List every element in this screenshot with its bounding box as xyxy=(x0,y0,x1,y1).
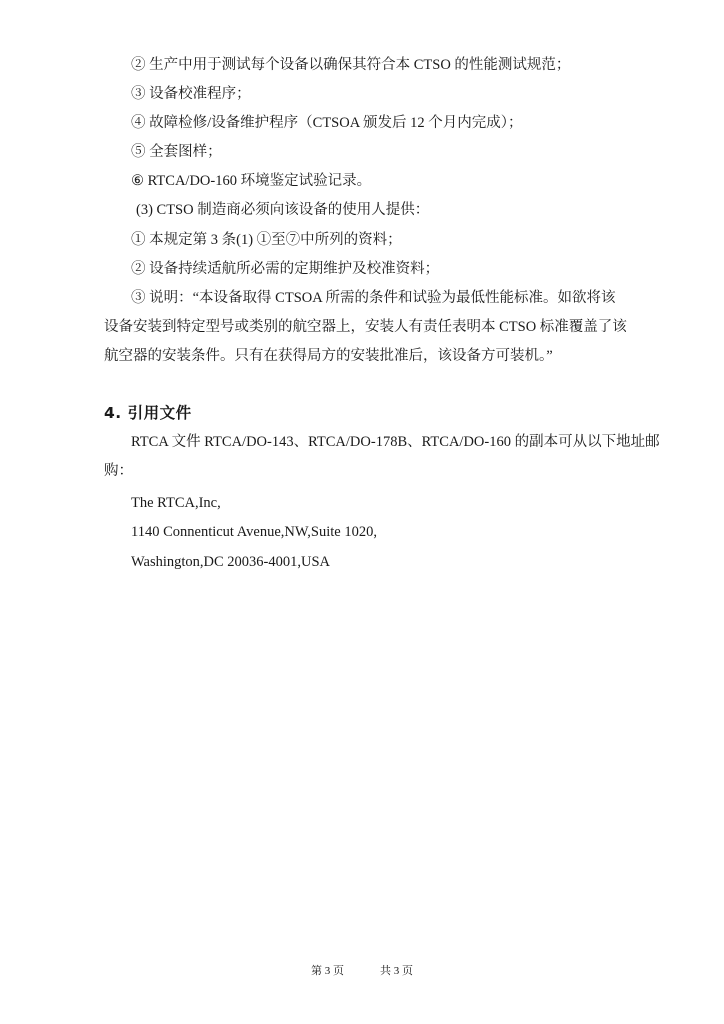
address-line: 1140 Connenticut Avenue,NW,Suite 1020, xyxy=(131,524,377,541)
list-item: ③ 设备校准程序； xyxy=(131,86,251,103)
subsection-label: (3) CTSO 制造商必须向该设备的使用人提供： xyxy=(136,202,430,219)
address-block xyxy=(104,489,644,577)
paragraph-line: ③ 说明：“本设备取得 CTSOA 所需的条件和试验为最低性能标准。如欲将该 xyxy=(131,289,616,306)
list-item: ① 本规定第 3 条(1) ①至⑦中所列的资料； xyxy=(131,231,402,248)
list-item: ② 生产中用于测试每个设备以确保其符合本 CTSO 的性能测试规范； xyxy=(131,57,571,73)
page-total: 共 3 页 xyxy=(380,965,413,977)
intro-paragraph xyxy=(104,428,660,486)
statement-paragraph xyxy=(104,284,644,371)
address-line: The RTCA,Inc, xyxy=(131,494,221,511)
section-heading: 4. 引用文件 xyxy=(104,403,192,422)
list-item: ④ 故障检修/设备维护程序（CTSOA 颁发后 12 个月内完成）； xyxy=(131,115,523,132)
list-item: ② 设备持续适航所必需的定期维护及校准资料； xyxy=(131,260,440,277)
paragraph-line: 购： xyxy=(104,462,133,479)
page-number: 第 3 页 xyxy=(311,965,344,977)
section-3-list xyxy=(104,51,644,196)
page-footer xyxy=(0,962,724,978)
subsection-3-list xyxy=(104,226,644,284)
address-line: Washington,DC 20036-4001,USA xyxy=(131,553,331,570)
document-body xyxy=(104,51,660,577)
paragraph-line: 设备安装到特定型号或类别的航空器上，安装人有责任表明本 CTSO 标准覆盖了该 xyxy=(104,318,627,335)
paragraph-line: 航空器的安装条件。只有在获得局方的安装批准后，该设备方可装机。” xyxy=(104,347,553,364)
list-item: ⑤ 全套图样； xyxy=(131,144,222,161)
paragraph-line: RTCA 文件 RTCA/DO-143、RTCA/DO-178B、RTCA/DO-160 的副本可从以下地址邮 xyxy=(131,433,660,450)
list-item: ⑥ RTCA/DO-160 环境鉴定试验记录。 xyxy=(131,173,372,190)
